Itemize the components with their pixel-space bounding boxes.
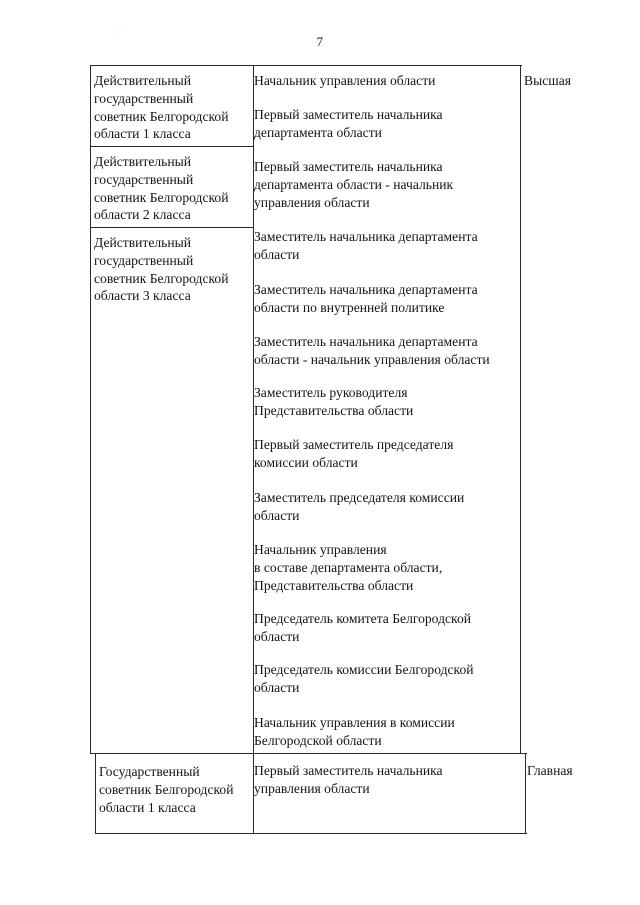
table-row-divider — [90, 227, 254, 228]
position-entry: Заместитель руководителя Представительства области — [254, 385, 414, 418]
table-border-bottom — [95, 833, 527, 834]
group-cell: Высшая — [524, 73, 571, 88]
class-rank-cell: Государственный советник Белгородской области 1 класса — [99, 764, 234, 815]
class-rank-cell: Действительный государственный советник Белгородской области 2 класса — [94, 154, 229, 223]
position-entry: Первый заместитель начальника управления области — [254, 763, 443, 796]
page-number: 7 — [316, 34, 324, 49]
position-entry: Первый заместитель начальника департамента области - начальник управления области — [254, 159, 454, 210]
table-border-left — [95, 753, 96, 833]
table-row-divider — [90, 146, 254, 147]
position-entry: Первый заместитель начальника департамента области — [254, 107, 443, 140]
scan-artifact: · · · · · · · · — [112, 27, 128, 38]
group-cell: Главная — [527, 763, 573, 778]
class-rank-cell: Действительный государственный советник Белгородской области 3 класса — [94, 235, 229, 304]
position-entry: Заместитель начальника департамента области - начальник управления области — [254, 334, 490, 367]
position-entry: Начальник управления в составе департамента области, Представительства области — [254, 542, 443, 593]
position-entry: Заместитель начальника департамента области — [254, 229, 478, 262]
class-rank-cell: Действительный государственный советник Белгородской области 1 класса — [94, 73, 229, 142]
position-entry: Первый заместитель председателя комиссии области — [254, 437, 454, 470]
table-border-left — [90, 65, 91, 753]
table-row-divider — [90, 753, 527, 754]
position-entry: Заместитель председателя комиссии области — [254, 490, 465, 523]
table-border-top — [90, 65, 522, 66]
position-entry: Председатель комиссии Белгородской области — [254, 662, 474, 695]
position-entry: Председатель комитета Белгородской области — [254, 611, 472, 644]
position-entry: Заместитель начальника департамента области по внутренней политике — [254, 282, 478, 315]
position-entry: Начальник управления в комиссии Белгородской области — [254, 715, 455, 748]
position-entry: Начальник управления области — [254, 73, 436, 88]
